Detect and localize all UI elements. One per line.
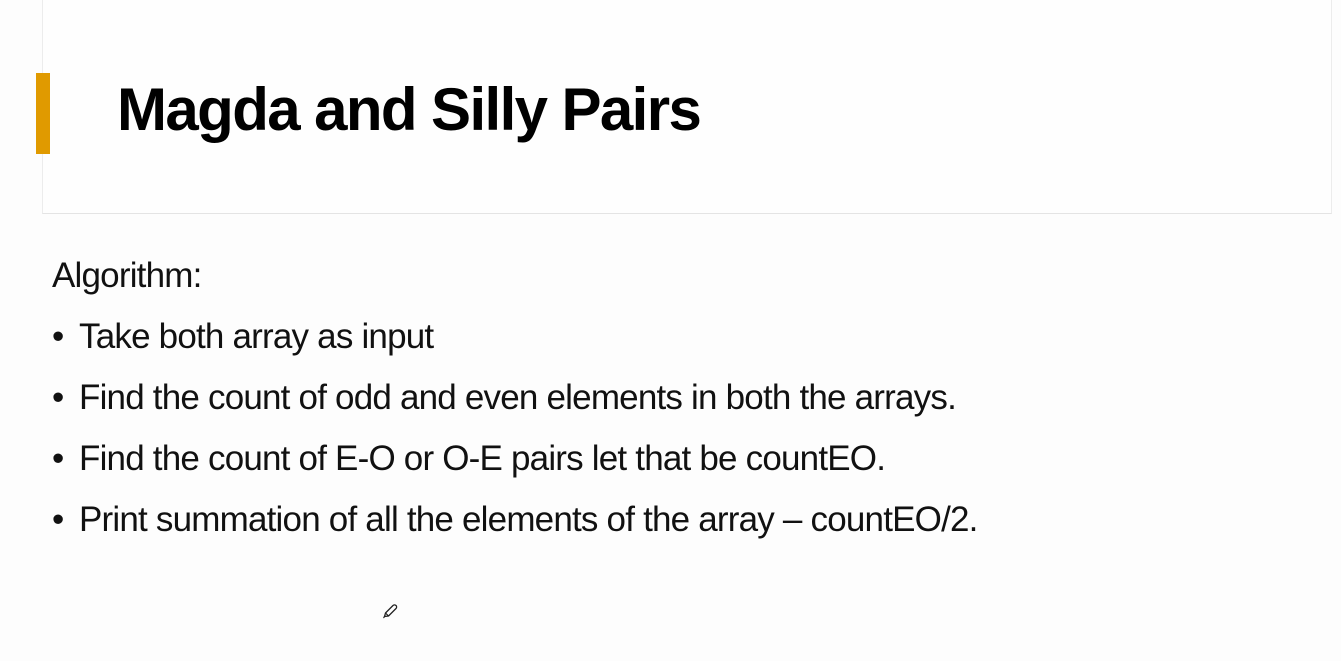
bullet-icon: • [52, 378, 64, 417]
title-accent-bar [36, 73, 50, 154]
list-item [52, 495, 1252, 545]
pen-icon [380, 601, 400, 621]
list-item-text: Take both array as input [79, 317, 434, 356]
slide-title: Magda and Silly Pairs [117, 76, 701, 143]
list-item-text: Find the count of odd and even elements in both the arrays. [79, 378, 957, 417]
bullet-icon: • [52, 500, 64, 539]
bullet-icon: • [52, 317, 64, 356]
list-item [52, 312, 1252, 362]
list-item-text: Find the count of E-O or O-E pairs let that be countEO. [79, 439, 886, 478]
algorithm-steps [52, 312, 1252, 545]
algorithm-heading: Algorithm: [52, 256, 202, 295]
slide-body [52, 251, 1252, 556]
list-item [52, 434, 1252, 484]
bullet-icon: • [52, 439, 64, 478]
list-item-text: Print summation of all the elements of the array – countEO/2. [79, 500, 978, 539]
list-item [52, 373, 1252, 423]
